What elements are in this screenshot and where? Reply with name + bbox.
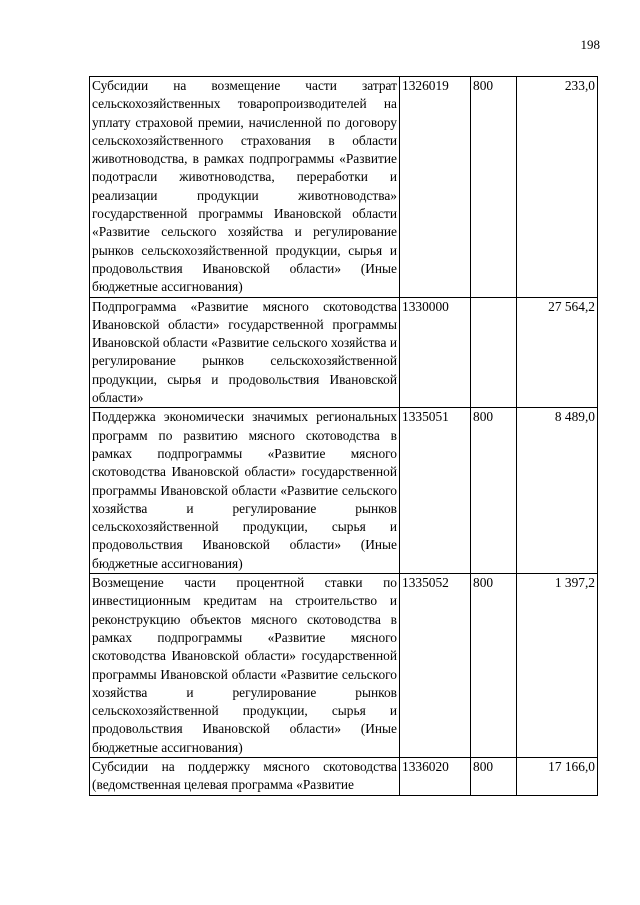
table-row: [90, 757, 598, 795]
table-row: [90, 77, 598, 298]
page-number: 198: [580, 37, 600, 52]
table-row: [90, 297, 598, 408]
row-type-cell: [471, 297, 517, 408]
row-code-cell: 1335052: [400, 574, 471, 758]
row-code-cell: 1326019: [400, 77, 471, 298]
table-row: [90, 574, 598, 758]
row-amount-cell: 8 489,0: [517, 408, 598, 574]
row-amount-cell: 233,0: [517, 77, 598, 298]
row-type-cell: 800: [471, 77, 517, 298]
row-type-cell: 800: [471, 408, 517, 574]
row-name-cell: Субсидии на возмещение части затрат сельскохозяйственных товаропроизводителей на уплату страховой премии, начисленной по договору сельскохозяйственного страхования в области животноводства, в рамках подпрограммы «Развитие подотрасли животноводства, переработки и реализации продукции животноводства» государственной программы Ивановской области «Развитие сельского хозяйства и регулирование рынков сельскохозяйственной продукции, сырья и продовольствия Ивановской области» (Иные бюджетные ассигнования): [90, 77, 400, 298]
row-name-cell: Подпрограмма «Развитие мясного скотоводства Ивановской области» государственной программы Ивановской области «Развитие сельского хозяйства и регулирование рынков сельскохозяйственной продукции, сырья и продовольствия Ивановской области»: [90, 297, 400, 408]
table-row: [90, 408, 598, 574]
row-name-cell: Субсидии на поддержку мясного скотоводства (ведомственная целевая программа «Развитие: [90, 757, 400, 795]
row-code-cell: 1335051: [400, 408, 471, 574]
row-code-cell: 1330000: [400, 297, 471, 408]
row-code-cell: 1336020: [400, 757, 471, 795]
row-amount-cell: 17 166,0: [517, 757, 598, 795]
row-type-cell: 800: [471, 574, 517, 758]
row-name-cell: Поддержка экономически значимых региональных программ по развитию мясного скотоводства в рамках подпрограммы «Развитие мясного скотоводства Ивановской области» государственной программы Ивановской области «Развитие сельского хозяйства и регулирование рынков сельскохозяйственной продукции, сырья и продовольствия Ивановской области» (Иные бюджетные ассигнования): [90, 408, 400, 574]
budget-table: [89, 76, 598, 796]
row-name-cell: Возмещение части процентной ставки по инвестиционным кредитам на строительство и реконструкцию объектов мясного скотоводства в рамках подпрограммы «Развитие мясного скотоводства Ивановской области» государственной программы Ивановской области «Развитие сельского хозяйства и регулирование рынков сельскохозяйственной продукции, сырья и продовольствия Ивановской области» (Иные бюджетные ассигнования): [90, 574, 400, 758]
row-amount-cell: 1 397,2: [517, 574, 598, 758]
row-amount-cell: 27 564,2: [517, 297, 598, 408]
row-type-cell: 800: [471, 757, 517, 795]
